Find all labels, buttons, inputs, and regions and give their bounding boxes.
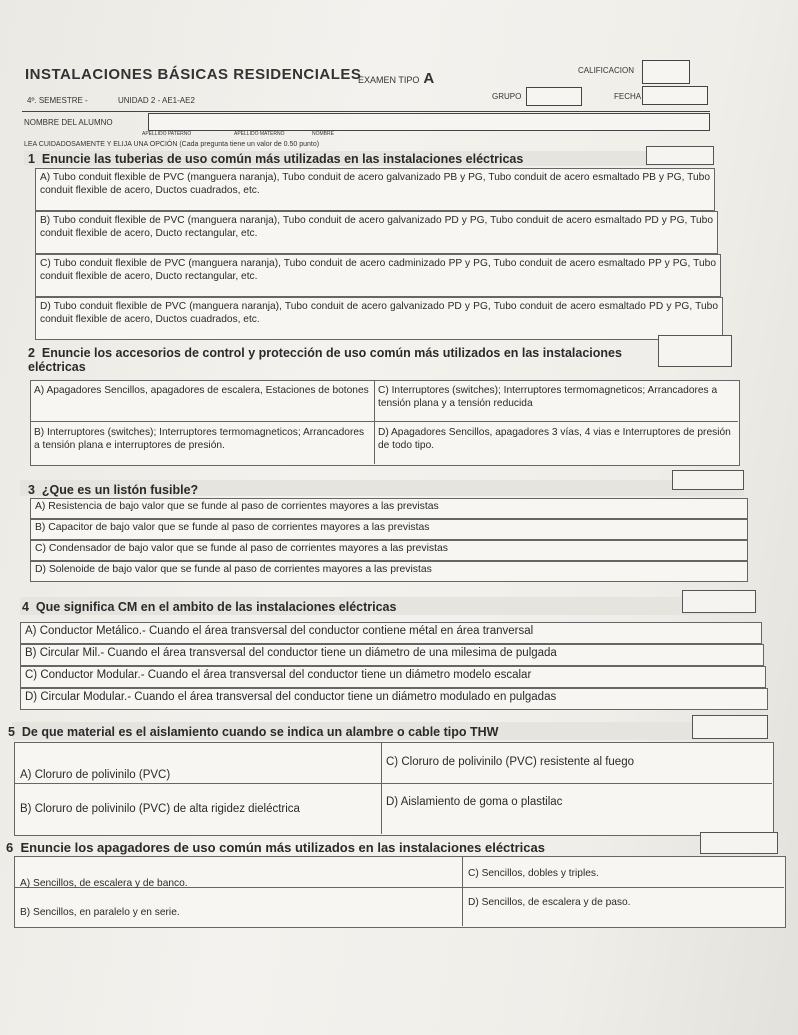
q6-grid-vsep bbox=[462, 856, 463, 926]
q6-option-a[interactable]: A) Sencillos, de escalera y de banco. bbox=[20, 878, 188, 889]
student-name-label: NOMBRE DEL ALUMNO bbox=[24, 118, 113, 127]
group-box[interactable] bbox=[526, 87, 582, 106]
q4-option-d[interactable]: D) Circular Modular.- Cuando el área transversal del conductor tiene un diámetro modulado en pulgadas bbox=[20, 688, 768, 710]
q3-option-a[interactable]: A) Resistencia de bajo valor que se funde al paso de corrientes mayores a las previstas bbox=[30, 498, 748, 519]
q1-option-b[interactable]: B) Tubo conduit flexible de PVC (manguera naranja), Tubo conduit de acero galvanizado PD y PG, Tubo conduit de acero esmaltado PD y PG, Tubo conduit flexible de acero, Ducto rectangular, etc. bbox=[35, 211, 718, 254]
q1-option-a[interactable]: A) Tubo conduit flexible de PVC (manguera naranja), Tubo conduit de acero galvanizado PB y PG, Tubo conduit de acero esmaltado PB y PG, Tubo conduit flexible de acero, Ductos cuadrados, etc. bbox=[35, 168, 715, 211]
q6-option-c[interactable]: C) Sencillos, dobles y triples. bbox=[468, 868, 599, 879]
q6-option-d[interactable]: D) Sencillos, de escalera y de paso. bbox=[468, 897, 631, 908]
q3-heading: 3 ¿Que es un listón fusible? bbox=[28, 483, 199, 497]
q3-option-b[interactable]: B) Capacitor de bajo valor que se funde al paso de corrientes mayores a las previstas bbox=[30, 519, 748, 540]
unit-label: UNIDAD 2 - AE1-AE2 bbox=[118, 96, 195, 105]
grade-label: CALIFICACION bbox=[578, 66, 635, 75]
name-sub-paterno: APELLIDO PATERNO bbox=[142, 131, 192, 137]
q3-option-c[interactable]: C) Condensador de bajo valor que se funde al paso de corrientes mayores a las previstas bbox=[30, 540, 748, 561]
grade-box[interactable] bbox=[642, 60, 690, 84]
q5-answer-box[interactable] bbox=[692, 715, 768, 739]
exam-title: INSTALACIONES BÁSICAS RESIDENCIALES bbox=[25, 66, 362, 83]
q1-answer-box[interactable] bbox=[646, 146, 714, 165]
q2-option-d[interactable]: D) Apagadores Sencillos, apagadores 3 vías, 4 vias e Interruptores de presión de todo tipo. bbox=[378, 427, 731, 451]
q1-heading: 1 Enuncie las tuberias de uso común más utilizadas en las instalaciones eléctricas bbox=[28, 152, 524, 166]
date-box[interactable] bbox=[642, 86, 708, 105]
q2-option-a[interactable]: A) Apagadores Sencillos, apagadores de escalera, Estaciones de botones bbox=[34, 385, 369, 396]
exam-type: EXAMEN TIPO A bbox=[358, 70, 435, 87]
q4-heading: 4 Que significa CM en el ambito de las instalaciones eléctricas bbox=[22, 600, 397, 614]
date-label: FECHA bbox=[614, 92, 642, 101]
q5-heading: 5 De que material es el aislamiento cuando se indica un alambre o cable tipo THW bbox=[8, 725, 499, 739]
q4-option-b[interactable]: B) Circular Mil.- Cuando el área transversal del conductor tiene un diámetro de una milesima de pulgada bbox=[20, 644, 764, 666]
semester-label: 4º. SEMESTRE - bbox=[27, 96, 88, 105]
q4-answer-box[interactable] bbox=[682, 590, 756, 613]
q6-option-b[interactable]: B) Sencillos, en paralelo y en serie. bbox=[20, 907, 180, 918]
name-sub-materno: APELLIDO MATERNO bbox=[234, 131, 285, 137]
q1-option-d[interactable]: D) Tubo conduit flexible de PVC (manguera naranja), Tubo conduit de acero galvanizado PD y PG, Tubo conduit de acero esmaltado PD y PG, Tubo conduit flexible de acero, Ductos cuadrados, etc. bbox=[35, 297, 723, 340]
q2-answer-box[interactable] bbox=[658, 335, 732, 367]
q2-option-c[interactable]: C) Interruptores (switches); Interruptores termomagneticos; Arrancadores a tensión plana y a tensión reducida bbox=[378, 385, 718, 409]
q5-option-b[interactable]: B) Cloruro de polivinilo (PVC) de alta rigidez dieléctrica bbox=[20, 803, 300, 815]
group-label: GRUPO bbox=[492, 92, 522, 101]
q4-option-c[interactable]: C) Conductor Modular.- Cuando el área transversal del conductor tiene un diámetro modelo escalar bbox=[20, 666, 766, 688]
q5-option-a[interactable]: A) Cloruro de polivinilo (PVC) bbox=[20, 769, 171, 781]
q2-heading: 2 Enuncie los accesorios de control y protección de uso común más utilizados en las instalaciones eléctricas bbox=[28, 346, 622, 374]
q2-option-b[interactable]: B) Interruptores (switches); Interruptores termomagneticos; Arrancadores a tensión plana e interruptores de presión. bbox=[34, 427, 365, 451]
header-divider bbox=[22, 111, 710, 112]
q5-option-d[interactable]: D) Aislamiento de goma o plastilac bbox=[386, 796, 563, 808]
q4-option-a[interactable]: A) Conductor Metálico.- Cuando el área transversal del conductor contiene métal en área tranversal bbox=[20, 622, 762, 644]
student-name-field[interactable] bbox=[148, 113, 710, 131]
q6-answer-box[interactable] bbox=[700, 832, 778, 854]
q2-grid-hsep bbox=[30, 421, 738, 422]
q3-answer-box[interactable] bbox=[672, 470, 744, 490]
name-sub-nombre: NOMBRE bbox=[312, 131, 334, 137]
instructions: LEA CUIDADOSAMENTE Y ELIJA UNA OPCIÓN (Cada pregunta tiene un valor de 0.50 punto) bbox=[24, 141, 320, 148]
q5-option-c[interactable]: C) Cloruro de polivinilo (PVC) resistente al fuego bbox=[386, 756, 634, 768]
q3-option-d[interactable]: D) Solenoide de bajo valor que se funde al paso de corrientes mayores a las previstas bbox=[30, 561, 748, 582]
q6-heading: 6 Enuncie los apagadores de uso común más utilizados en las instalaciones eléctricas bbox=[6, 840, 545, 855]
q1-option-c[interactable]: C) Tubo conduit flexible de PVC (manguera naranja), Tubo conduit de acero cadminizado PP y PG, Tubo conduit de acero esmaltado PP y PG, Tubo conduit flexible de acero, Ducto rectangular, etc. bbox=[35, 254, 721, 297]
